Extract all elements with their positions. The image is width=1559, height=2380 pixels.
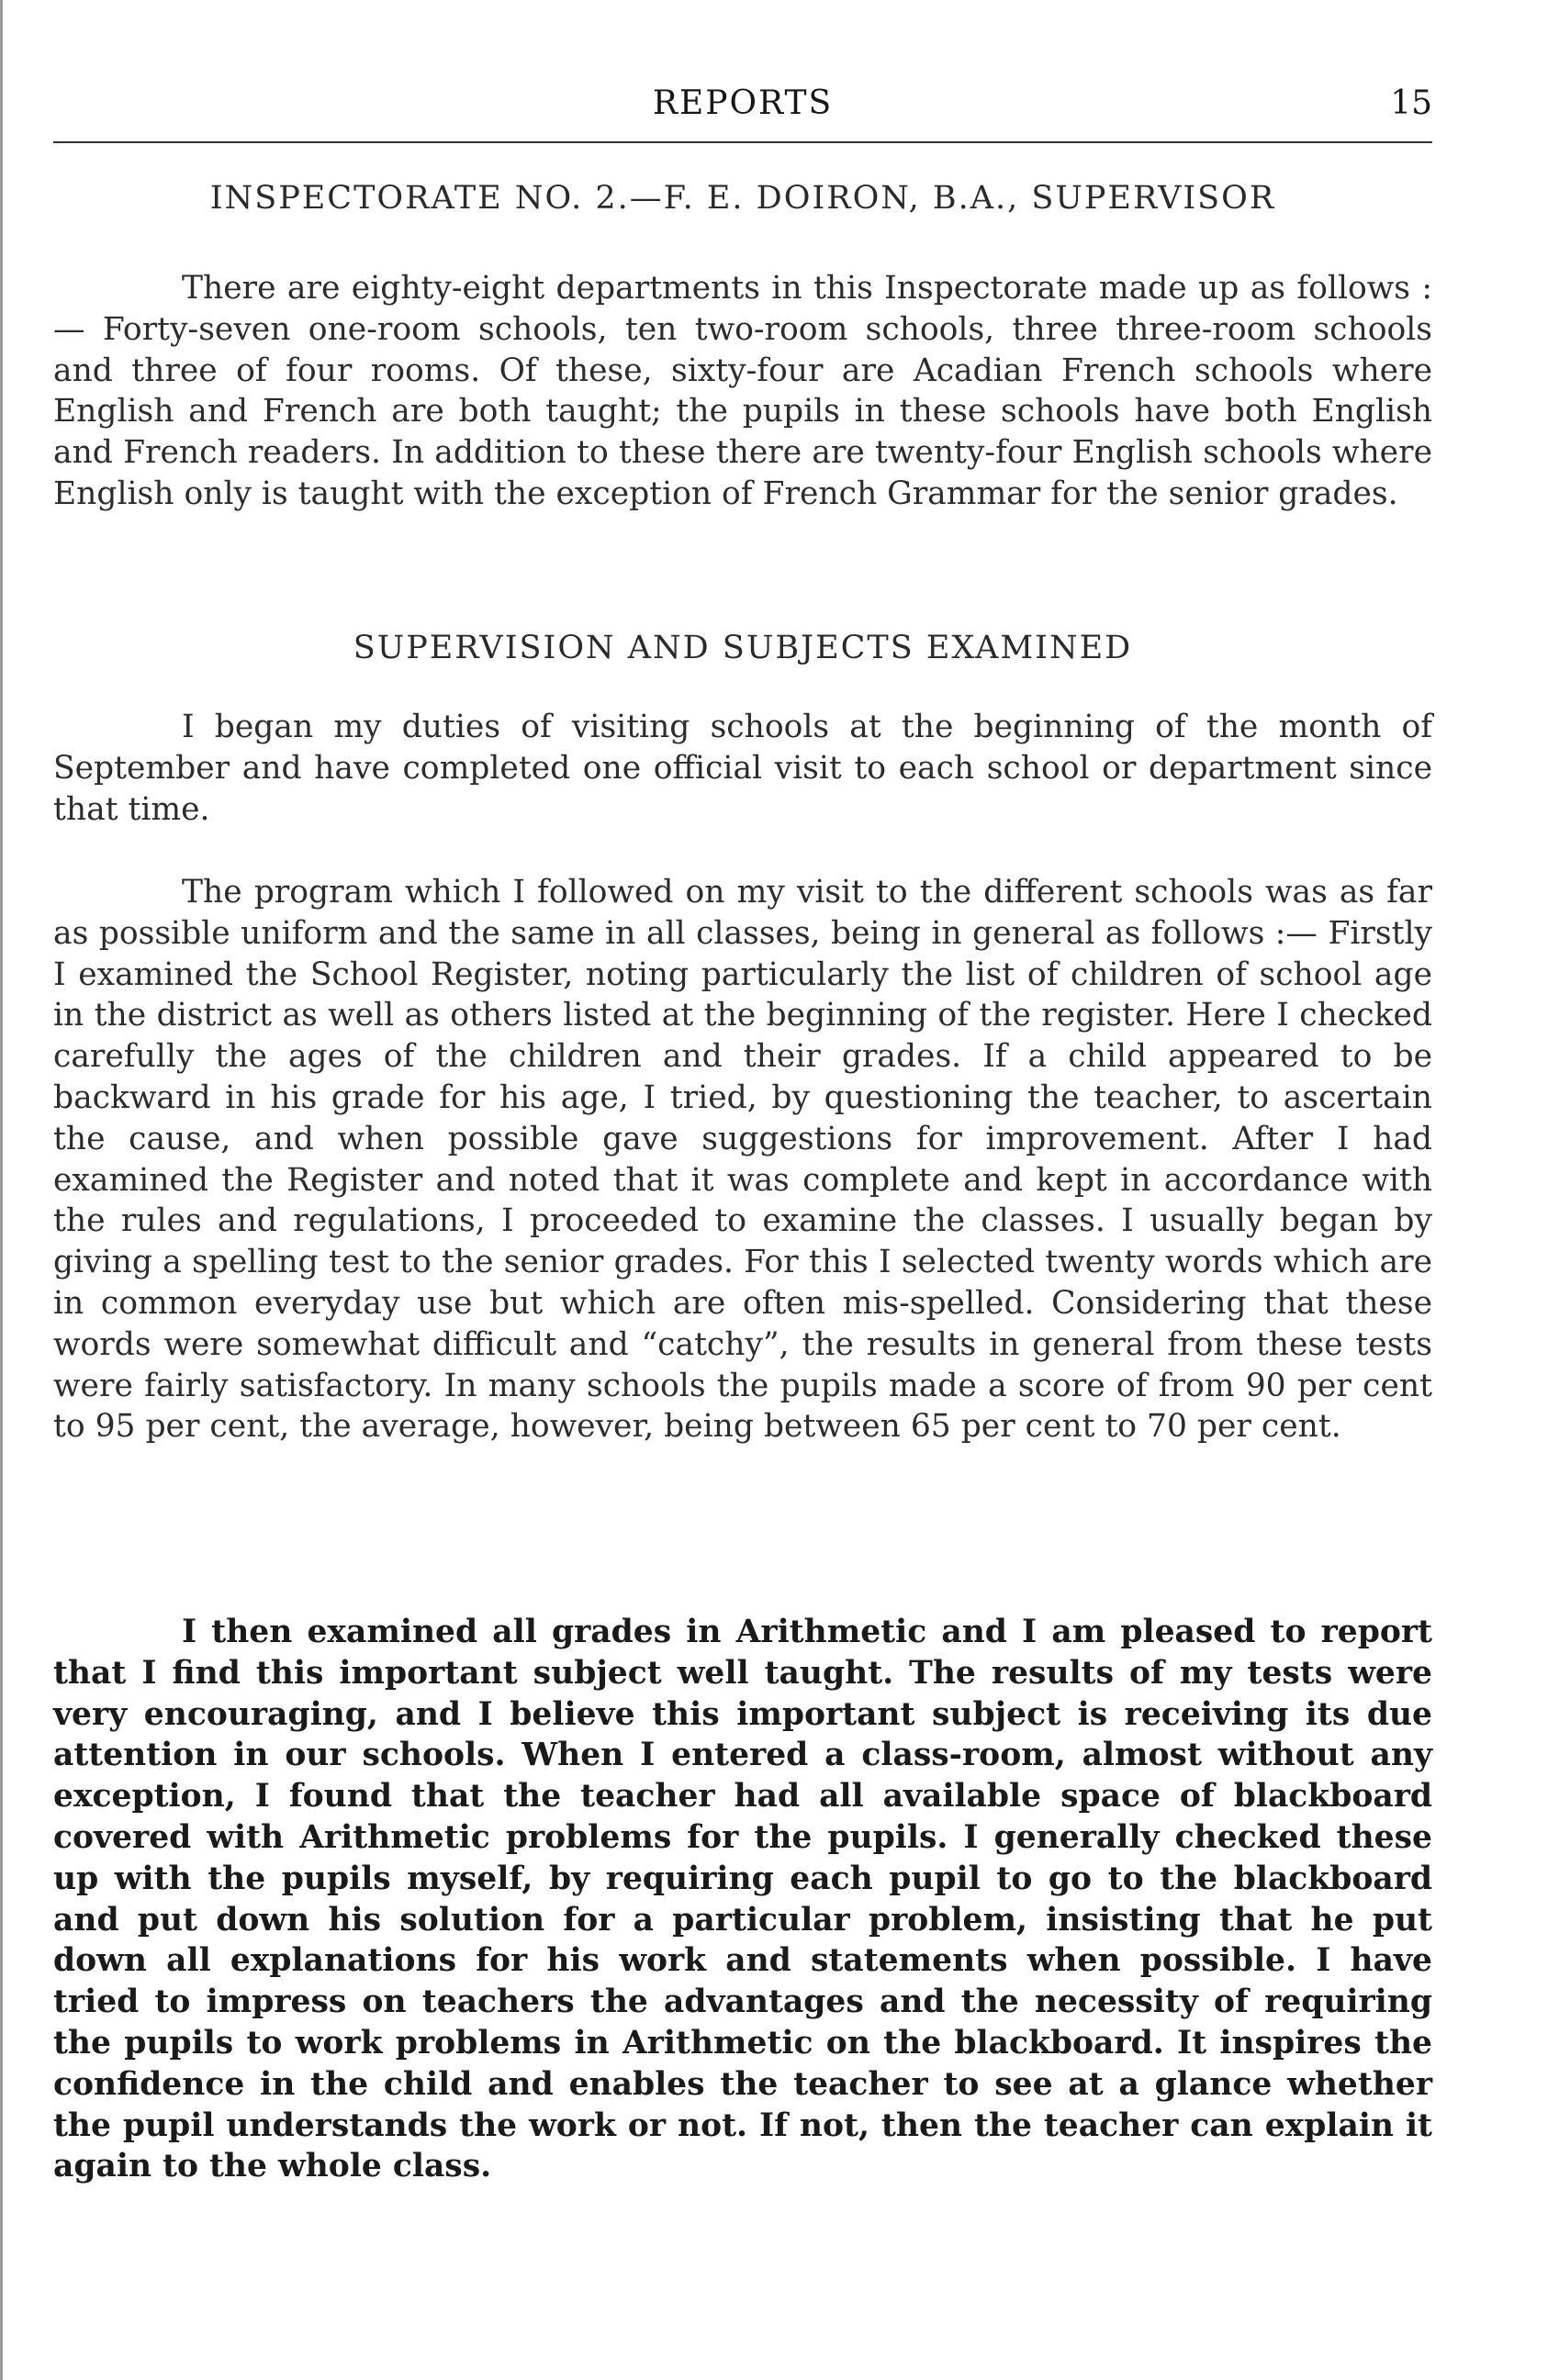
- header-rule: [53, 141, 1432, 143]
- subheading: SUPERVISION AND SUBJECTS EXAMINED: [353, 630, 1133, 666]
- page-number: 15: [1390, 84, 1432, 122]
- paragraph-duties: I began my duties of visiting schools at the beginning of the month of September and have completed one official visit to each school or department since that time.: [53, 709, 1432, 828]
- document-page: [53, 0, 1432, 2380]
- scan-left-edge: [0, 0, 3, 2380]
- paragraph-arithmetic: I then examined all grades in Arithmetic and I am pleased to report that I find this important subject well taught. The results of my tests were very encouraging, and I believe this important subject is receiving its due attention in our schools. When I entered a class-room, almost without any exception, I found that the teacher had all available space of blackboard covered with Arithmetic problems for the pupils. I generally checked these up with the pupils myself, by requiring each pupil to go to the blackboard and put down his solution for a particular problem, insisting that he put down all explanations for his work and statements when possible. I have tried to impress on teachers the advantages and the necessity of requiring the pupils to work problems in Arithmetic on the blackboard. It inspires the confidence in the child and enables the teacher to see at a glance whether the pupil understands the work or not. If not, then the teacher can explain it again to the whole class.: [53, 1614, 1432, 2185]
- section-heading: INSPECTORATE NO. 2.—F. E. DOIRON, B.A., SUPERVISOR: [209, 180, 1276, 217]
- paragraph-intro: There are eighty-eight departments in this Inspectorate made up as follows :— Forty-seven one-room schools, ten two-room schools, three three-room schools and three of four rooms. Of these, sixty-four are Acadian French schools where English and French are both taught; the pupils in these schools have both English and French readers. In addition to these there are twenty-four English schools where English only is taught with the exception of French Grammar for the senior grades.: [53, 270, 1432, 512]
- paragraph-program: The program which I followed on my visit to the different schools was as far as possible uniform and the same in all classes, being in general as follows :— Firstly I examined the School Register, noting particularly the list of children of school age in the district as well as others listed at the beginning of the register. Here I checked carefully the ages of the children and their grades. If a child appeared to be backward in his grade for his age, I tried, by questioning the teacher, to ascertain the cause, and when possible gave suggestions for improvement. After I had examined the Register and noted that it was complete and kept in accordance with the rules and regulations, I proceeded to examine the classes. I usually began by giving a spelling test to the senior grades. For this I selected twenty words which are in common everyday use but which are often mis-spelled. Considering that these words were somewhat difficult and “catchy”, the results in general from these tests were fairly satisfactory. In many schools the pupils made a score of from 90 per cent to 95 per cent, the average, however, being between 65 per cent to 70 per cent.: [53, 874, 1432, 1446]
- running-title: REPORTS: [652, 84, 834, 122]
- running-header: [53, 81, 1432, 128]
